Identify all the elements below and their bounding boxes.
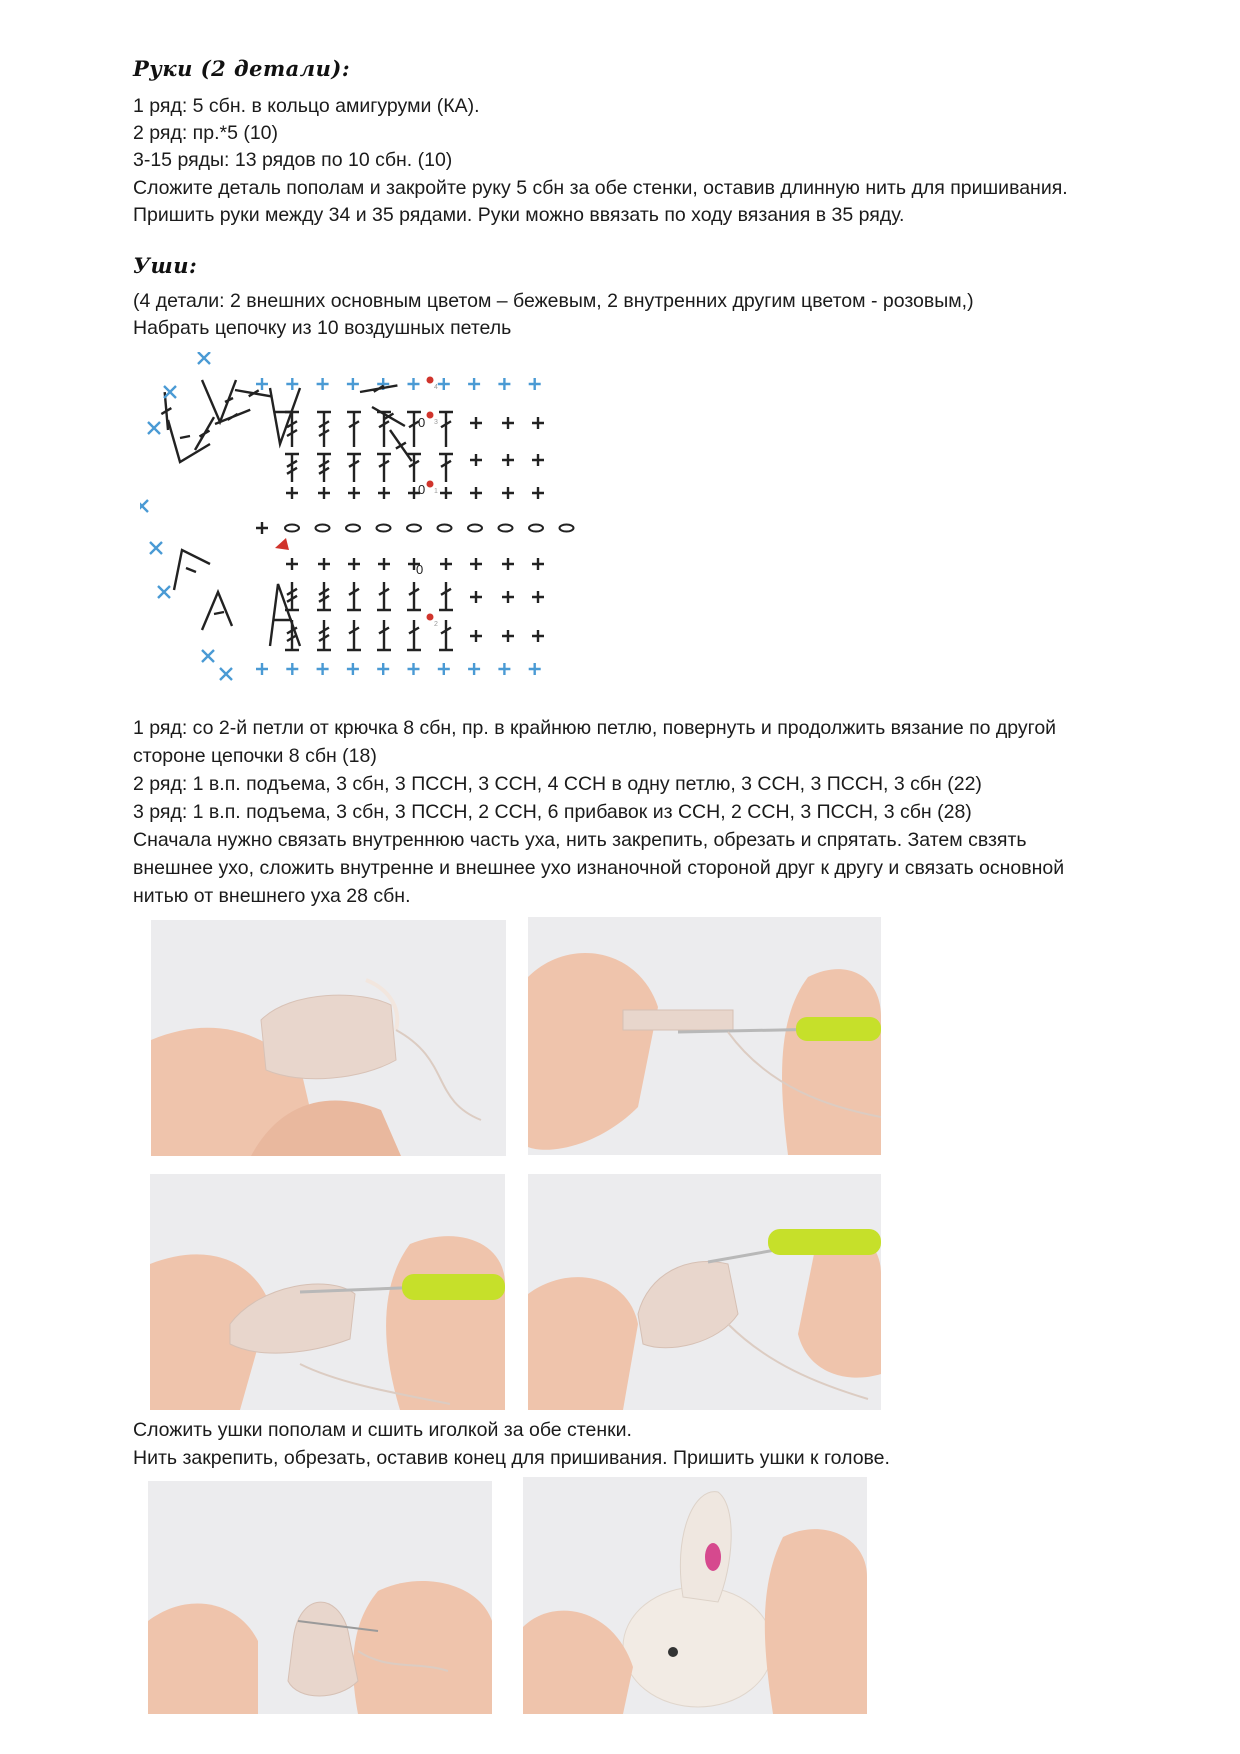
chart-chain-stitch [468, 525, 482, 532]
photo-ear-hook-insert [528, 917, 881, 1155]
chart-row4-sc [317, 663, 329, 675]
ears-row-1b: стороне цепочки 8 сбн (18) [133, 745, 377, 767]
chart-row2-stitch [439, 582, 453, 610]
chart-row4-sc [286, 378, 298, 390]
chart-row3-sc [532, 417, 544, 429]
chart-row4-sc [529, 663, 541, 675]
chart-row-marker [427, 412, 434, 419]
chart-row1-sc [502, 558, 514, 570]
chart-increase-v [202, 380, 236, 422]
chart-row4-x [150, 542, 162, 554]
chart-row1-sc [470, 487, 482, 499]
chart-row4-x [202, 650, 214, 662]
chart-row4-x [158, 586, 170, 598]
chart-row4-sc [529, 378, 541, 390]
chart-chain-stitch [560, 525, 574, 532]
chart-row4-sc [438, 378, 450, 390]
chart-increase-a [270, 584, 300, 646]
chart-row1-sc [470, 558, 482, 570]
chart-row3-stitch [317, 620, 331, 650]
chart-row1-sc [286, 558, 298, 570]
chart-row1-sc [378, 487, 390, 499]
chart-row2-sc [502, 454, 514, 466]
ears-after-1: Сложить ушки пополам и сшить иголкой за обе стенки. [133, 1419, 632, 1441]
chart-increase-v [168, 420, 210, 462]
photo-ear-sewing [148, 1481, 492, 1714]
chart-row2-stitch [377, 454, 391, 482]
chart-row3-stitch [439, 412, 453, 447]
ears-row-2: 2 ряд: 1 в.п. подъема, 3 сбн, 3 ПССН, 3 ССН, 4 ССН в одну петлю, 3 ССН, 3 ПССН, 3 сбн (22) [133, 773, 982, 795]
chart-row3-stitch [317, 412, 331, 447]
chart-row1-sc [532, 558, 544, 570]
chart-row3-sc [470, 630, 482, 642]
chart-chain-stitch [499, 525, 513, 532]
chart-row1-sc [502, 487, 514, 499]
chart-row4-sc [256, 663, 268, 675]
chart-row4-sc [468, 378, 480, 390]
chart-row2-stitch [285, 454, 299, 482]
chart-row3-stitch [439, 620, 453, 650]
chart-row4-sc [438, 663, 450, 675]
chart-increase-stitch [360, 385, 397, 392]
chart-row2-stitch [347, 454, 361, 482]
chart-row2-sc [532, 454, 544, 466]
arms-line-2: 2 ряд: пр.*5 (10) [133, 122, 279, 144]
ear-crochet-chart [140, 352, 680, 704]
chart-chain-stitch [285, 525, 299, 532]
chart-chain-stitch [346, 525, 360, 532]
chart-chain-stitch [377, 525, 391, 532]
chart-row3-stitch [347, 412, 361, 447]
chart-row1-sc [440, 558, 452, 570]
chart-row4-sc [347, 378, 359, 390]
ears-note-3: нитью от внешнего уха 28 сбн. [133, 885, 411, 907]
chart-row3-sc [502, 417, 514, 429]
ears-row-1a: 1 ряд: со 2-й петли от крючка 8 сбн, пр. в крайнюю петлю, повернуть и продолжить вязание по другой [133, 717, 1057, 739]
chart-row4-x [220, 668, 232, 680]
chart-increase-a [174, 550, 210, 590]
chart-row3-stitch [285, 412, 299, 447]
chart-row-marker [427, 377, 434, 384]
chart-row4-sc [498, 663, 510, 675]
arms-line-4: Сложите деталь пополам и закройте руку 5 сбн за обе стенки, оставив длинную нить для пришивания. [133, 177, 1068, 199]
chart-row4-sc [317, 378, 329, 390]
chart-row1-sc [348, 558, 360, 570]
chart-row4-sc [498, 378, 510, 390]
arms-line-1: 1 ряд: 5 сбн. в кольцо амигуруми (КА). [133, 95, 480, 117]
chart-row2-stitch [347, 582, 361, 610]
chart-row3-sc [532, 630, 544, 642]
chart-row2-sc [532, 591, 544, 603]
chart-row4-sc [256, 378, 268, 390]
ears-intro-1: (4 детали: 2 внешних основным цветом – бежевым, 2 внутренних другим цветом - розовым,) [133, 290, 974, 312]
chart-chain-stitch [529, 525, 543, 532]
chart-row2-stitch [317, 454, 331, 482]
chart-increase-a [202, 592, 232, 630]
chart-row-marker [427, 481, 434, 488]
ears-note-1: Сначала нужно связать внутреннюю часть уха, нить закрепить, обрезать и спрятать. Затем свзять [133, 829, 1027, 851]
chart-row4-x [198, 352, 210, 364]
chart-row4-sc [347, 663, 359, 675]
chart-row4-sc [408, 378, 420, 390]
photo-ear-edge-crochet [150, 1174, 505, 1410]
chart-start-marker [275, 538, 289, 550]
chart-chain-stitch [407, 525, 421, 532]
ears-after-2: Нить закрепить, обрезать, оставив конец для пришивания. Пришить ушки к голове. [133, 1447, 890, 1469]
chart-row-number: 3 [434, 419, 438, 426]
chart-row1-sc [532, 487, 544, 499]
chart-row3-stitch [377, 620, 391, 650]
arms-line-5: Пришить руки между 34 и 35 рядами. Руки можно ввязать по ходу вязания в 35 ряду. [133, 204, 905, 226]
chart-row3-stitch [407, 620, 421, 650]
photo-bunny-ears-attached [523, 1477, 867, 1714]
chart-row3-sc [502, 630, 514, 642]
chart-increase-stitch [372, 407, 405, 426]
chart-row2-stitch [439, 454, 453, 482]
ears-intro-2: Набрать цепочку из 10 воздушных петель [133, 317, 512, 339]
chart-row2-stitch [317, 582, 331, 610]
chart-turn-chain: 0 [418, 482, 426, 497]
ears-heading: Уши: [133, 253, 198, 278]
chart-row2-stitch [407, 582, 421, 610]
chart-row4-sc [286, 663, 298, 675]
chart-row-number: 1 [434, 488, 438, 495]
chart-row4-x [164, 386, 176, 398]
chart-row1-sc [286, 487, 298, 499]
ears-row-3: 3 ряд: 1 в.п. подъема, 3 сбн, 3 ПССН, 2 ССН, 6 прибавок из ССН, 2 ССН, 3 ПССН, 3 сбн (28) [133, 801, 972, 823]
chart-row4-x [140, 500, 148, 512]
chart-row2-stitch [285, 582, 299, 610]
chart-row4-sc [468, 663, 480, 675]
chart-row3-stitch [347, 620, 361, 650]
chart-row3-sc [470, 417, 482, 429]
chart-row2-sc [470, 591, 482, 603]
chart-row2-stitch [377, 582, 391, 610]
chart-row4-sc [408, 663, 420, 675]
chart-increase-stitch [390, 430, 412, 461]
chart-increase-stitch [235, 390, 272, 397]
chart-increase-stitch [195, 417, 214, 450]
chart-row4-x [148, 422, 160, 434]
chart-turn-chain: 0 [418, 415, 426, 430]
arms-line-3: 3-15 ряды: 13 рядов по 10 сбн. (10) [133, 149, 453, 171]
chart-chain-stitch [316, 525, 330, 532]
chart-row1-sc [348, 487, 360, 499]
arms-heading: Руки (2 детали): [133, 56, 351, 81]
photo-ear-edge-finish [528, 1174, 881, 1410]
chart-row1-sc [318, 487, 330, 499]
chart-row-number: 4 [434, 384, 438, 391]
chart-start-stitch [256, 522, 268, 534]
chart-row1-sc [440, 487, 452, 499]
chart-row2-sc [470, 454, 482, 466]
chart-row2-sc [502, 591, 514, 603]
photo-ear-inner-part [151, 920, 506, 1156]
chart-row-number: 2 [434, 621, 438, 628]
chart-increase-v [270, 388, 300, 444]
chart-chain-stitch [438, 525, 452, 532]
ears-note-2: внешнее ухо, сложить внутренне и внешнее ухо изнаночной стороной друг к другу и связать основной [133, 857, 1065, 879]
chart-row-marker [427, 614, 434, 621]
chart-row1-sc [318, 558, 330, 570]
chart-turn-chain: 0 [416, 562, 424, 577]
chart-row1-sc [378, 558, 390, 570]
chart-row4-sc [377, 663, 389, 675]
